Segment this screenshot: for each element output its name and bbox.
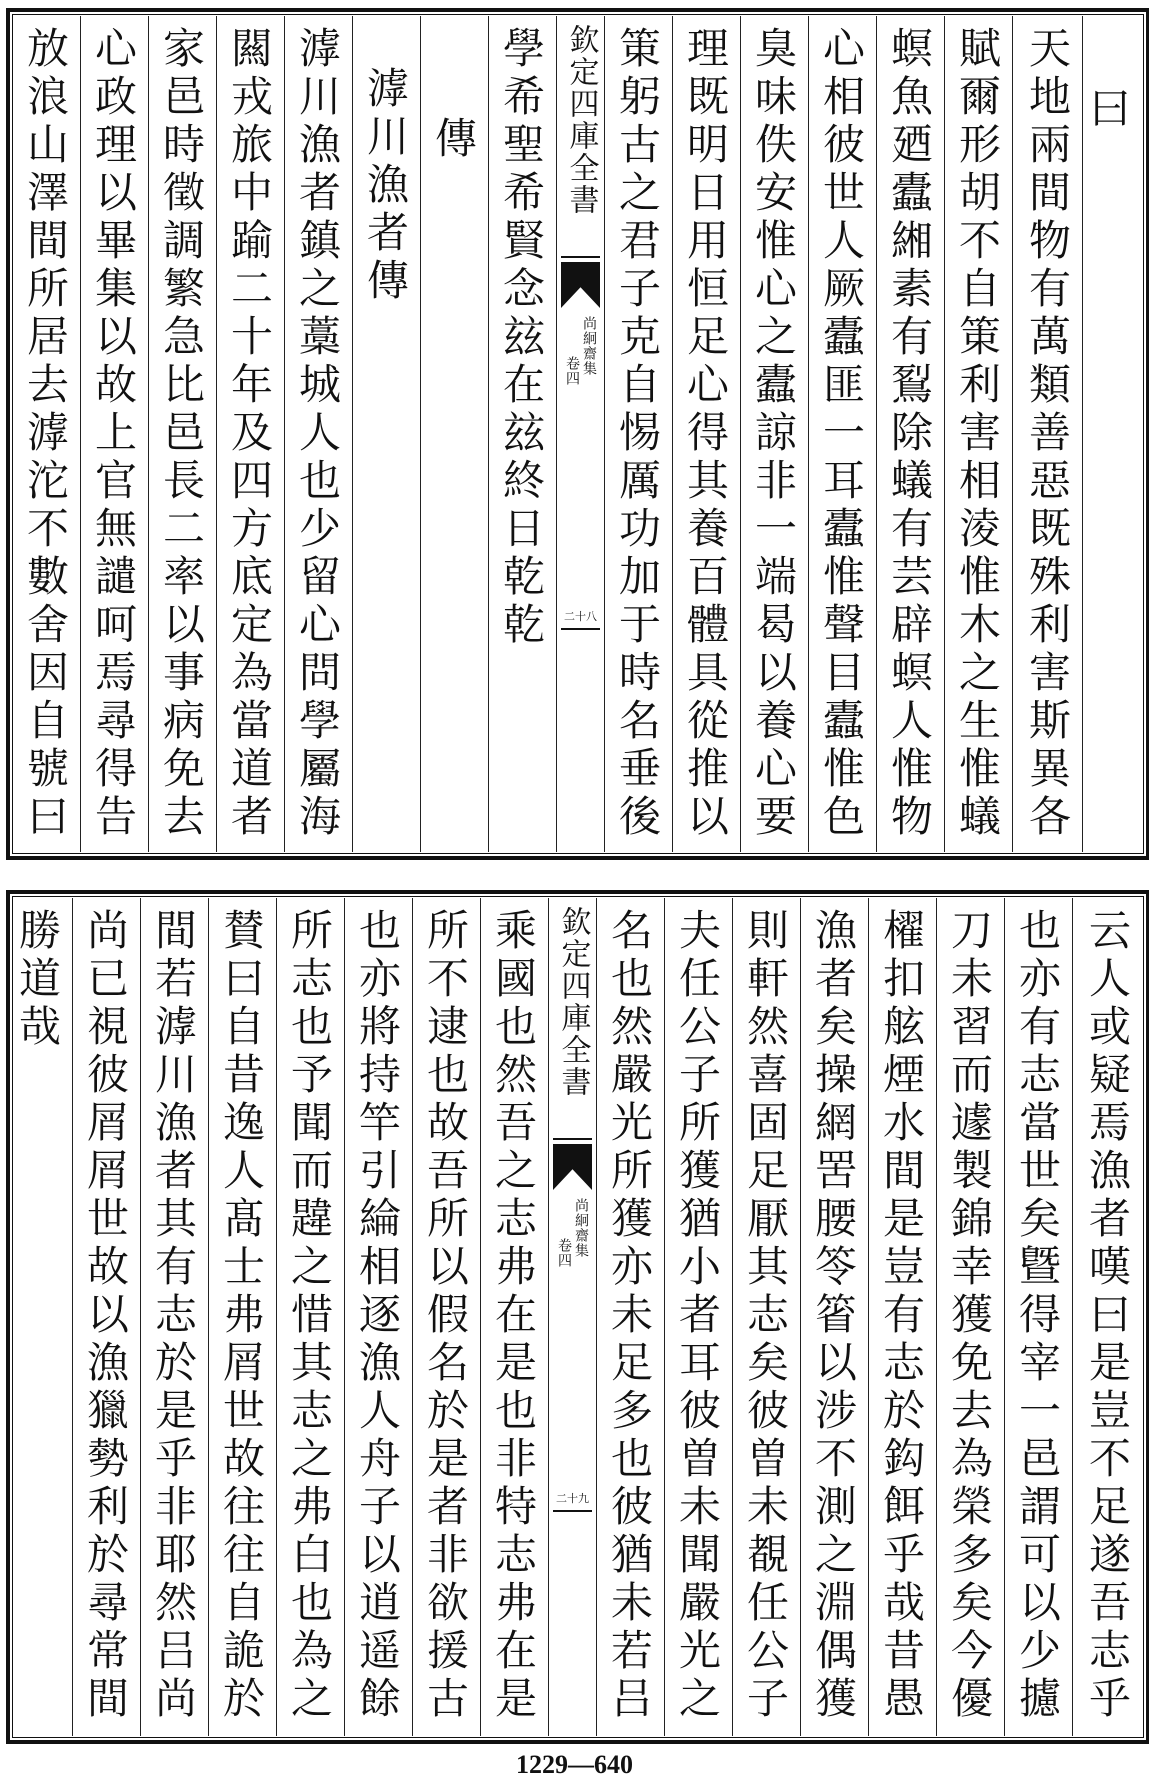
book-name: 尚絅齋集 bbox=[573, 1198, 589, 1258]
text-column: 夫任公子所獲猶小者耳彼曽未聞嚴光之 bbox=[664, 898, 732, 1736]
juan-number: 卷四 bbox=[556, 1238, 572, 1268]
text-column: 刀未習而遽製錦幸獲免去為榮多矣今優 bbox=[936, 898, 1004, 1736]
fold-title: 欽定四庫全書 bbox=[555, 906, 591, 1098]
fold-rule bbox=[553, 1510, 592, 1512]
text-column: 學希聖希賢念玆在玆終日乾乾 bbox=[488, 16, 556, 852]
text-column: 名也然嚴光所獲亦未足多也彼猶未若吕 bbox=[596, 898, 664, 1736]
text-column: 則軒然喜固足厭其志矣彼曽未覩任公子 bbox=[732, 898, 800, 1736]
text-column: 放浪山澤間所居去滹沱不數舍因自號曰 bbox=[21, 26, 70, 842]
section-heading: 傳 bbox=[420, 16, 488, 852]
folio-number: 二十八 bbox=[564, 610, 597, 623]
text-column: 䇿躬古之君子克自惕厲功加于時名垂後 bbox=[604, 16, 672, 852]
biography-title: 滹川漁者傳 bbox=[352, 16, 420, 852]
text-column: 漁者矣操網罟腰笭箵以涉不測之淵偶獲 bbox=[800, 898, 868, 1736]
text-column: 賛曰自昔逸人髙士弗屑世故往往自詭於 bbox=[208, 898, 276, 1736]
top-page-columns bbox=[14, 16, 1142, 852]
text-column: 理既明日用恒足心得其養百體具從推以 bbox=[672, 16, 740, 852]
text-column: 闗戎旅中踰二十年及四方底定為當道者 bbox=[216, 16, 284, 852]
text-column: 心相彼世人厥蠹匪一耳蠹惟聲目蠹惟色 bbox=[808, 16, 876, 852]
text-column: 所不逮也故吾所以假名於是者非欲援古 bbox=[412, 898, 480, 1736]
text-column: 云人或疑焉漁者嘆曰是豈不足遂吾志乎 bbox=[1072, 898, 1142, 1736]
text-column: 螟魚廼蠹緗素有鴷除蟻有芸辟螟人惟物 bbox=[876, 16, 944, 852]
text-column: 家邑時徵調繁急比邑長二率以事病免去 bbox=[148, 16, 216, 852]
folio-number: 二十九 bbox=[556, 1492, 589, 1505]
bottom-page-panel bbox=[6, 890, 1149, 1744]
page-caption: 1229—640 bbox=[516, 1750, 633, 1779]
text-column: 也亦將持竿引綸相逐漁人舟子以逍遥餘 bbox=[344, 898, 412, 1736]
fold-margin bbox=[556, 16, 604, 852]
fish-tail-rule bbox=[553, 1138, 592, 1140]
juan-number: 卷四 bbox=[564, 356, 580, 386]
fold-title: 欽定四庫全書 bbox=[563, 24, 599, 216]
text-column: 尚已視彼屑屑世故以漁獵勢利於尋常間 bbox=[72, 898, 140, 1736]
fold-rule bbox=[561, 628, 600, 630]
text-column: 心政理以畢集以故上官無譴呵焉尋得告 bbox=[80, 16, 148, 852]
text-column: 天地兩間物有萬類善惡既殊利害斯異各 bbox=[1012, 16, 1082, 852]
fish-tail-rule bbox=[561, 256, 600, 258]
text-column: 曰 bbox=[1082, 16, 1142, 852]
text-column: 所志也予聞而韙之惜其志之弗白也為之 bbox=[276, 898, 344, 1736]
text-column: 賦爾形胡不自䇿利害相淩惟木之生惟蟻 bbox=[944, 16, 1012, 852]
fold-margin bbox=[548, 898, 596, 1736]
bottom-page-columns bbox=[14, 898, 1142, 1736]
text-column: 勝道哉 bbox=[13, 908, 62, 1052]
book-name: 尚絅齋集 bbox=[581, 316, 597, 376]
text-column: 臭味佚安惟心之蠹諒非一端曷以養心要 bbox=[740, 16, 808, 852]
text-column: 間若滹川漁者其有志於是乎非耶然吕尚 bbox=[140, 898, 208, 1736]
text-column: 櫂扣舷煙水間是豈有志於鈎餌乎哉昔愚 bbox=[868, 898, 936, 1736]
top-page-panel bbox=[6, 8, 1149, 860]
text-column: 滹川漁者鎮之藁城人也少留心問學屬海 bbox=[284, 16, 352, 852]
fish-tail-mark bbox=[553, 1144, 592, 1190]
text-column: 也亦有志當世矣曁得宰一邑謂可以少攄 bbox=[1004, 898, 1072, 1736]
text-column: 乘國也然吾之志弗在是也非特志弗在是 bbox=[480, 898, 548, 1736]
fish-tail-mark bbox=[561, 262, 600, 308]
